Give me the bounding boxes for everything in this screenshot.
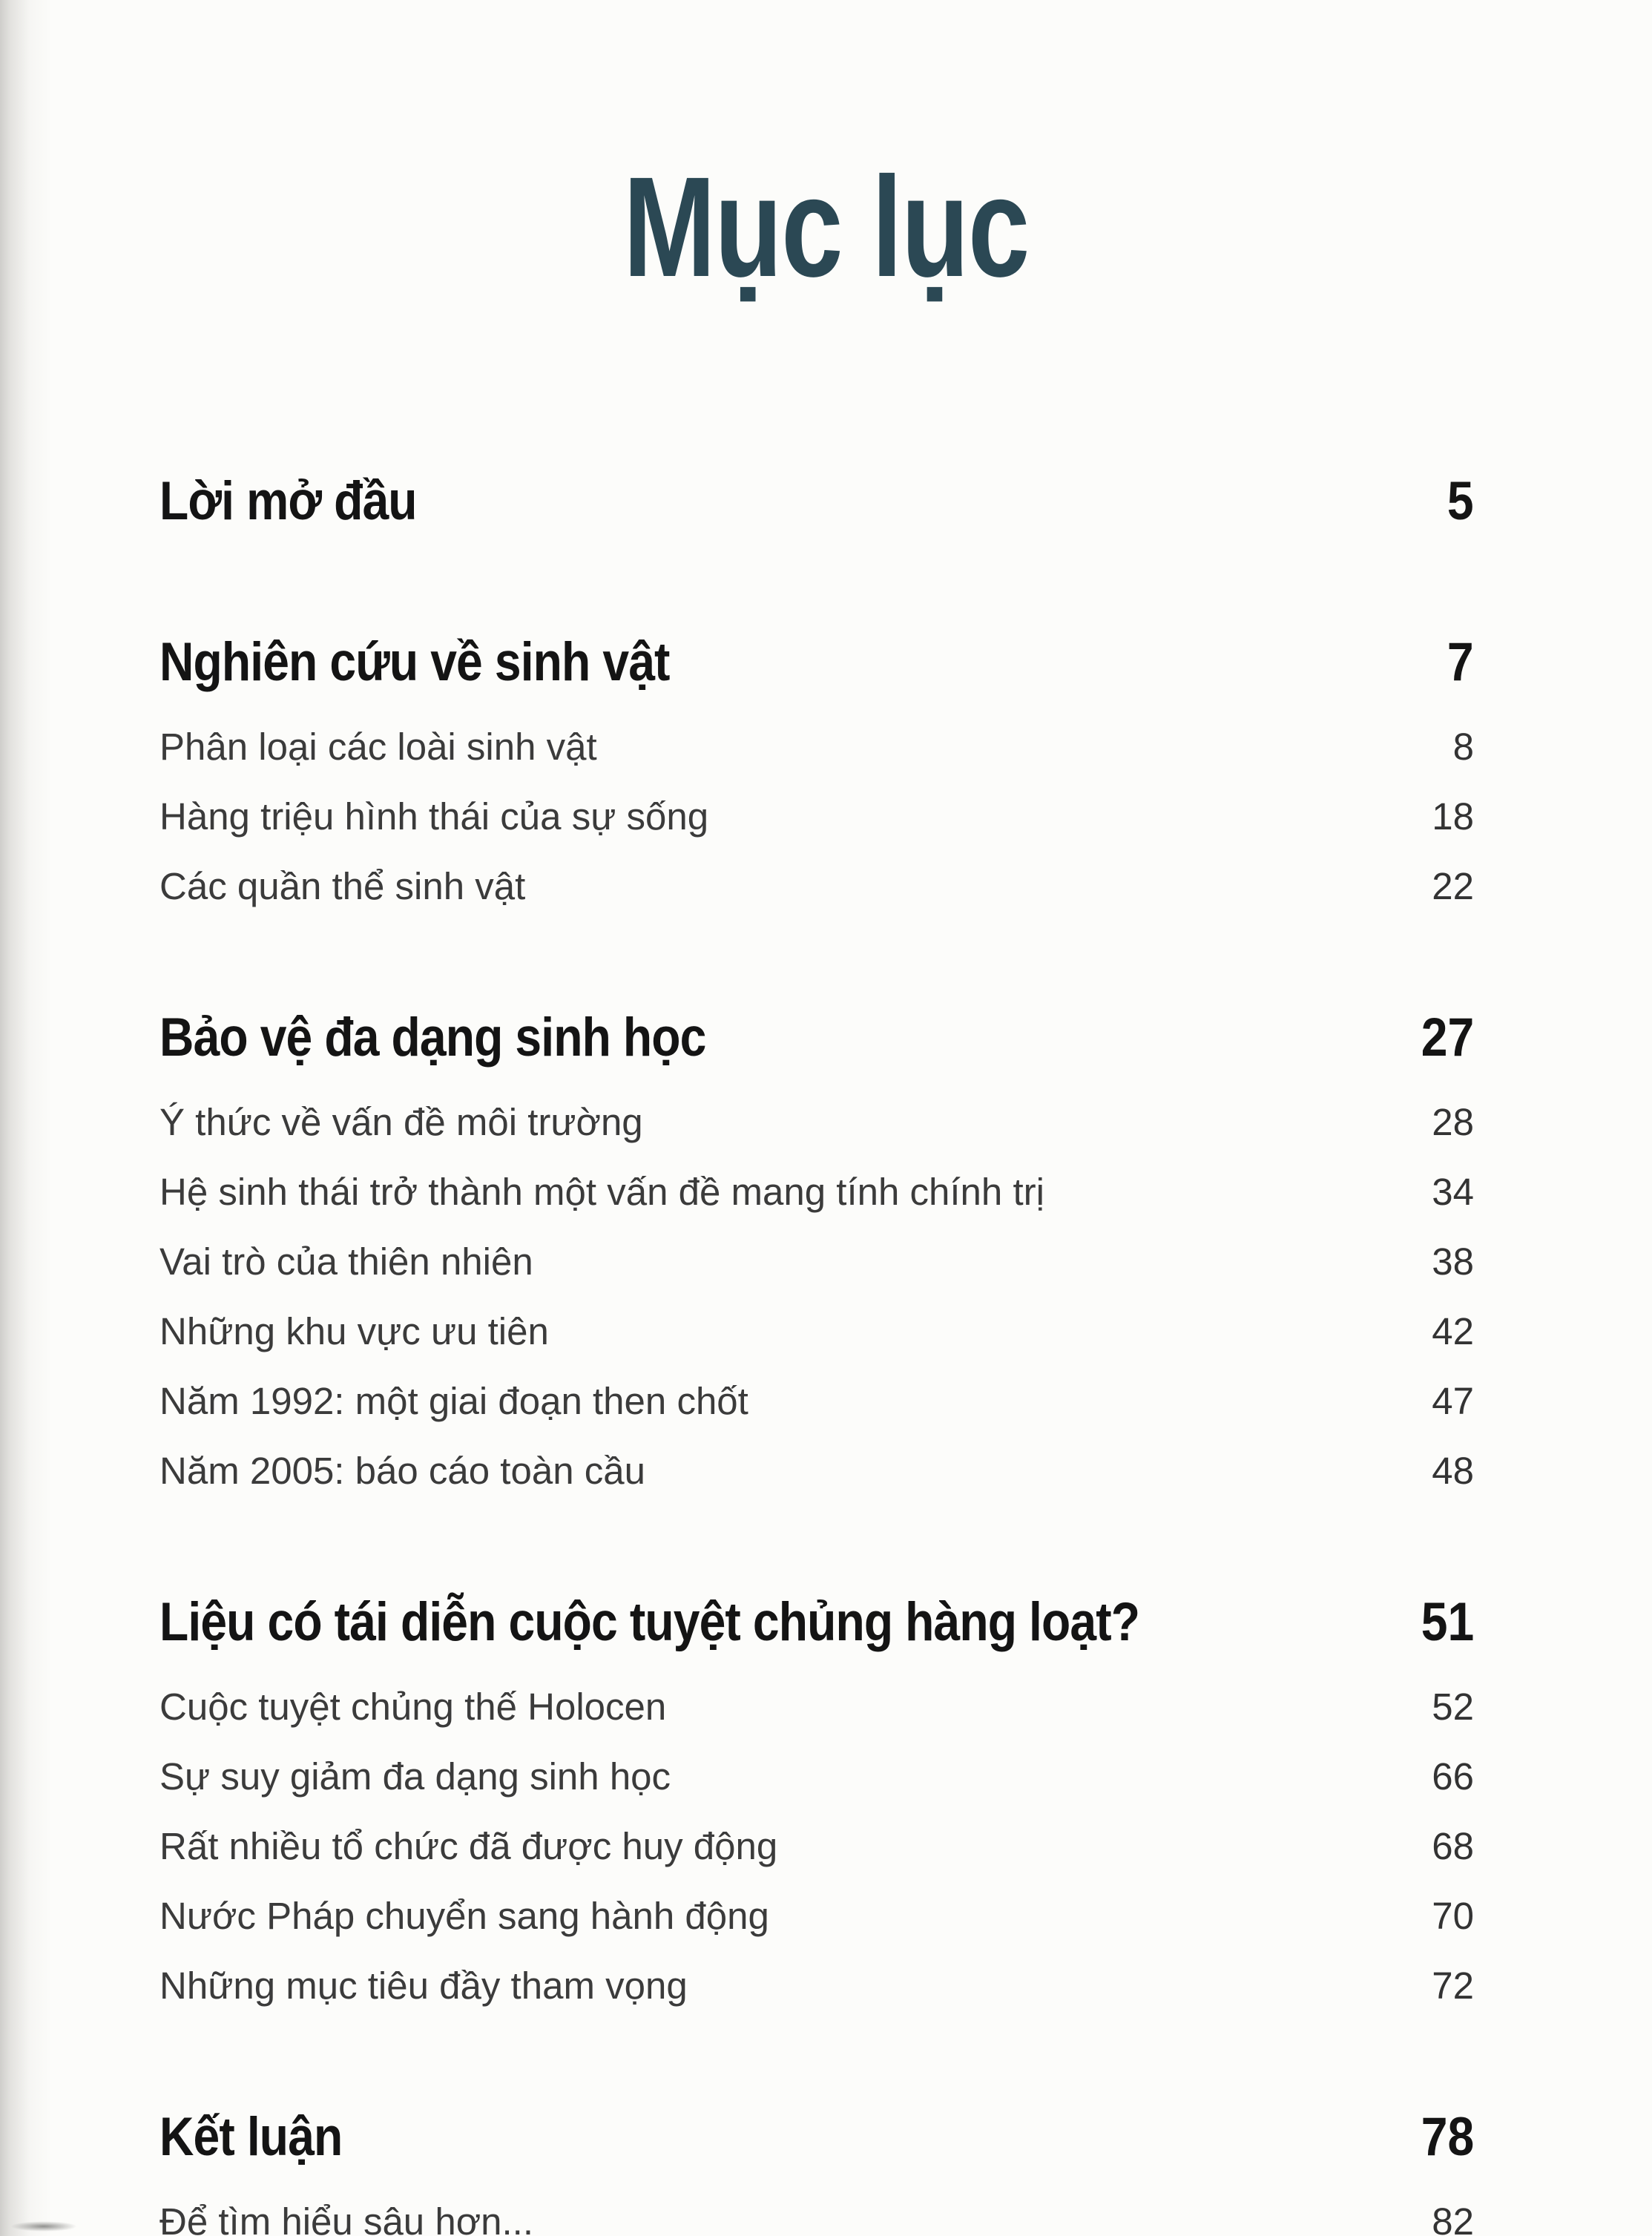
toc-entry <box>159 1450 1474 1491</box>
toc-section-heading <box>159 473 1474 531</box>
toc-section-heading <box>159 631 1474 692</box>
section-items <box>159 2201 1474 2236</box>
toc-entry <box>159 1756 1474 1797</box>
section-items <box>159 726 1474 907</box>
toc-entry <box>159 866 1474 907</box>
section-label: Kết luận <box>159 2107 343 2168</box>
toc-entry <box>159 1381 1474 1421</box>
entry-label: Phân loại các loài sinh vật <box>159 725 597 768</box>
entry-label: Năm 2005: báo cáo toàn cầu <box>159 1450 645 1493</box>
toc-section-extinction <box>159 1594 1474 2006</box>
toc-entry <box>159 1965 1474 2006</box>
title-area <box>0 0 1652 306</box>
toc-section-heading <box>159 1594 1474 1652</box>
section-items <box>159 1686 1474 2006</box>
entry-page-number: 68 <box>1432 1825 1474 1868</box>
section-items <box>159 1102 1474 1491</box>
entry-label: Rất nhiều tổ chức đã được huy động <box>159 1825 778 1868</box>
section-page-number: 51 <box>1421 1592 1474 1653</box>
entry-page-number: 22 <box>1432 864 1474 907</box>
section-label: Nghiên cứu về sinh vật <box>159 631 670 692</box>
entry-page-number: 66 <box>1432 1755 1474 1798</box>
entry-page-number: 28 <box>1432 1100 1474 1143</box>
entry-page-number: 82 <box>1432 2200 1474 2236</box>
entry-label: Để tìm hiểu sâu hơn... <box>159 2200 534 2236</box>
section-page-number: 78 <box>1421 2107 1474 2168</box>
section-page-number: 5 <box>1447 471 1474 531</box>
entry-label: Những khu vực ưu tiên <box>159 1309 549 1352</box>
entry-page-number: 52 <box>1432 1686 1474 1729</box>
entry-label: Vai trò của thiên nhiên <box>159 1240 533 1283</box>
entry-label: Những mục tiêu đầy tham vọng <box>159 1964 688 2008</box>
toc-entry <box>159 1102 1474 1142</box>
entry-label: Hệ sinh thái trở thành một vấn đề mang tính chính trị <box>159 1170 1044 1213</box>
entry-page-number: 47 <box>1432 1380 1474 1423</box>
entry-label: Ý thức về vấn đề môi trường <box>159 1100 643 1143</box>
entry-label: Sự suy giảm đa dạng sinh học <box>159 1755 671 1798</box>
section-label: Liệu có tái diễn cuộc tuyệt chủng hàng loạt? <box>159 1592 1140 1653</box>
entry-page-number: 48 <box>1432 1450 1474 1493</box>
toc-section-heading <box>159 2108 1474 2167</box>
entry-label: Năm 1992: một giai đoạn then chốt <box>159 1380 748 1423</box>
entry-page-number: 42 <box>1432 1309 1474 1352</box>
table-of-contents <box>159 473 1474 2236</box>
entry-page-number: 18 <box>1432 795 1474 838</box>
toc-entry <box>159 2201 1474 2236</box>
section-page-number: 7 <box>1447 631 1474 692</box>
entry-page-number: 34 <box>1432 1170 1474 1213</box>
entry-label: Cuộc tuyệt chủng thế Holocen <box>159 1686 667 1729</box>
entry-page-number: 70 <box>1432 1895 1474 1938</box>
toc-entry <box>159 726 1474 767</box>
entry-page-number: 72 <box>1432 1964 1474 2008</box>
toc-entry <box>159 796 1474 837</box>
entry-label: Hàng triệu hình thái của sự sống <box>159 795 709 838</box>
scan-edge-shadow <box>0 0 52 2236</box>
section-page-number: 27 <box>1421 1007 1474 1068</box>
toc-entry <box>159 1686 1474 1727</box>
entry-page-number: 38 <box>1432 1240 1474 1283</box>
entry-label: Nước Pháp chuyển sang hành động <box>159 1895 769 1938</box>
toc-entry <box>159 1311 1474 1352</box>
toc-entry <box>159 1895 1474 1936</box>
entry-page-number: 8 <box>1452 725 1474 768</box>
scan-smudge <box>10 2221 77 2232</box>
toc-entry <box>159 1171 1474 1212</box>
page-title: Mục lục <box>623 147 1029 306</box>
toc-entry <box>159 1826 1474 1867</box>
toc-entry <box>159 1241 1474 1282</box>
section-label: Lời mở đầu <box>159 471 417 531</box>
toc-section-conclusion <box>159 2108 1474 2236</box>
entry-label: Các quần thể sinh vật <box>159 864 526 907</box>
toc-section-heading <box>159 1009 1474 1068</box>
toc-section-research <box>159 631 1474 907</box>
toc-section-preface <box>159 473 1474 531</box>
section-label: Bảo vệ đa dạng sinh học <box>159 1007 706 1068</box>
toc-section-protection <box>159 1009 1474 1491</box>
